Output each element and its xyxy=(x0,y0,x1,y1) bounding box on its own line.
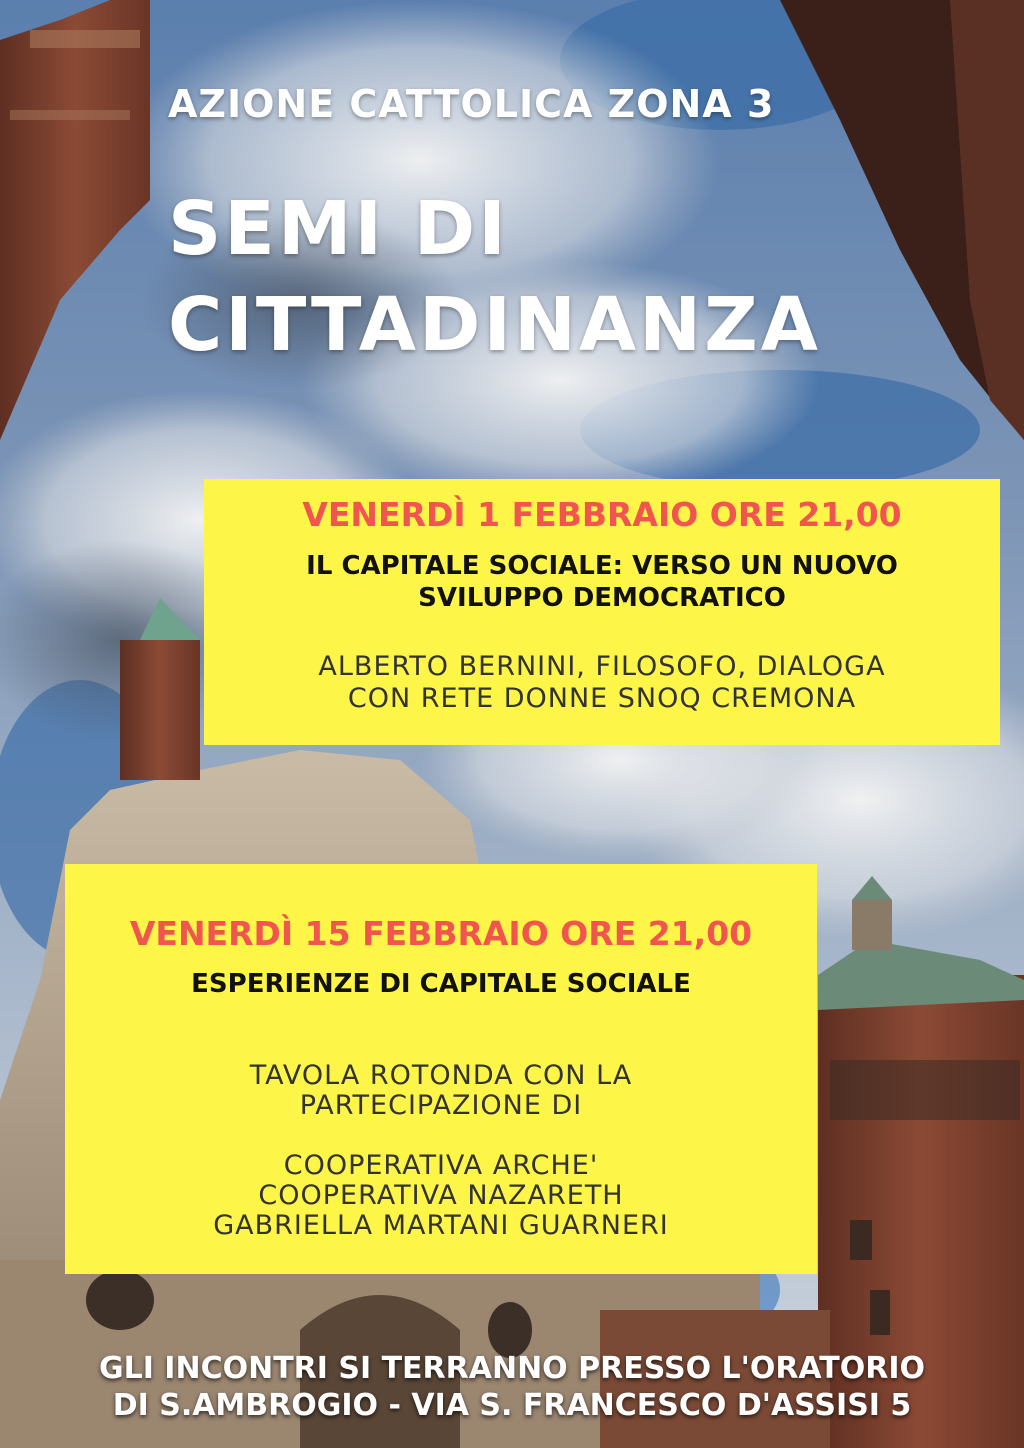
event-1-topic-line-1: IL CAPITALE SOCIALE: VERSO UN NUOVO xyxy=(306,551,898,581)
title-line-1: SEMI DI xyxy=(168,186,509,272)
event-1-card xyxy=(204,479,1000,745)
event-1-desc-line-2: CON RETE DONNE SNOQ CREMONA xyxy=(347,683,857,714)
event-2-topic: ESPERIENZE DI CAPITALE SOCIALE xyxy=(191,969,691,999)
event-2-card xyxy=(65,864,817,1274)
participant-3: GABRIELLA MARTANI GUARNERI xyxy=(213,1210,669,1241)
footer-line-2: DI S.AMBROGIO - VIA S. FRANCESCO D'ASSISI 5 xyxy=(112,1388,912,1423)
event-1-date: VENERDÌ 1 FEBBRAIO ORE 21,00 xyxy=(302,495,902,534)
organization-name: AZIONE CATTOLICA ZONA 3 xyxy=(168,82,775,126)
event-1-topic-line-2: SVILUPPO DEMOCRATICO xyxy=(418,583,786,613)
footer-line-1: GLI INCONTRI SI TERRANNO PRESSO L'ORATORIO xyxy=(98,1351,926,1386)
event-2-date: VENERDÌ 15 FEBBRAIO ORE 21,00 xyxy=(129,914,753,953)
event-1-desc-line-1: ALBERTO BERNINI, FILOSOFO, DIALOGA xyxy=(318,651,886,682)
title-line-2: CITTADINANZA xyxy=(168,282,822,368)
footer-venue xyxy=(0,1350,1024,1424)
event-2-desc-line-1: TAVOLA ROTONDA CON LA xyxy=(249,1060,633,1091)
participant-1: COOPERATIVA ARCHE' xyxy=(283,1150,599,1181)
event-2-desc-line-2: PARTECIPAZIONE DI xyxy=(299,1090,583,1121)
participant-2: COOPERATIVA NAZARETH xyxy=(258,1180,624,1211)
